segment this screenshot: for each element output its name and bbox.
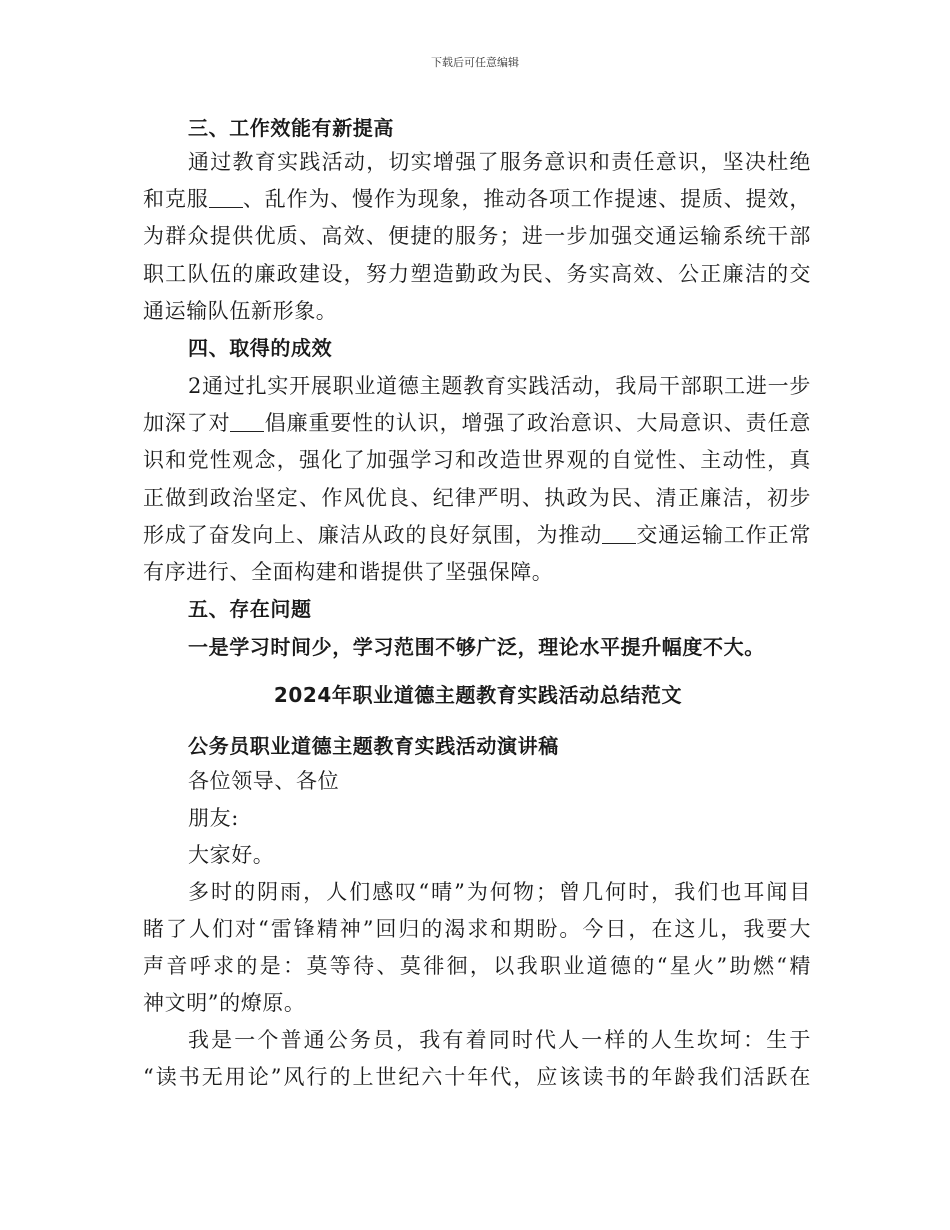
problem-statement: 一是学习时间少，学习范围不够广泛，理论水平提升幅度不大。: [188, 635, 765, 659]
paragraph-line: 通运输队伍新形象。: [143, 299, 338, 323]
paragraph-line: 睹了人们对“雷锋精神”回归的渴求和期盼。今日，在这儿，我要大: [143, 917, 811, 941]
paragraph-line: 加深了对 倡廉重要性的认识，增强了政治意识、大局意识、责任意: [143, 411, 811, 435]
paragraph-line: 2通过扎实开展职业道德主题教育实践活动，我局干部职工进一步: [188, 374, 811, 398]
section-heading-5: 五、存在问题: [188, 597, 312, 621]
paragraph-line: “读书无用论”风行的上世纪六十年代，应该读书的年龄我们活跃在: [143, 1065, 811, 1089]
document-title: 2024年职业道德主题教育实践活动总结范文: [273, 683, 683, 707]
blank-underline: [209, 187, 243, 208]
greeting-line: 各位领导、各位: [188, 769, 340, 793]
speech-title: 公务员职业道德主题教育实践活动演讲稿: [188, 734, 559, 758]
greeting-line: 朋友:: [188, 806, 239, 830]
paragraph-line: 神文明”的燎原。: [143, 991, 306, 1015]
section-heading-3: 三、工作效能有新提高: [188, 116, 394, 140]
paragraph-line: 为群众提供优质、高效、便捷的服务；进一步加强交通运输系统干部: [143, 224, 811, 248]
paragraph-line: 职工队伍的廉政建设，努力塑造勤政为民、务实高效、公正廉洁的交: [143, 262, 811, 286]
blank-underline: [230, 411, 264, 432]
blank-underline: [602, 523, 636, 544]
paragraph-line: 声音呼求的是：莫等待、莫徘徊，以我职业道德的“星火”助燃“精: [143, 954, 811, 978]
paragraph-line: 识和党性观念，强化了加强学习和改造世界观的自觉性、主动性，真: [143, 448, 811, 472]
page-header-note: 下载后可任意编辑: [431, 56, 519, 69]
paragraph-line: 和克服 、乱作为、慢作为现象，推动各项工作提速、提质、提效，: [143, 187, 811, 211]
greeting-line: 大家好。: [188, 843, 275, 867]
paragraph-line: 形成了奋发向上、廉洁从政的良好氛围，为推动 交通运输工作正常: [143, 523, 811, 547]
section-heading-4: 四、取得的成效: [188, 336, 333, 360]
paragraph-line: 我是一个普通公务员，我有着同时代人一样的人生坎坷：生于: [188, 1028, 811, 1052]
paragraph-line: 通过教育实践活动，切实增强了服务意识和责任意识，坚决杜绝: [188, 150, 811, 174]
paragraph-line: 多时的阴雨，人们感叹“晴”为何物；曾几何时，我们也耳闻目: [188, 880, 811, 904]
paragraph-line: 有序进行、全面构建和谐提供了坚强保障。: [143, 560, 554, 584]
paragraph-line: 正做到政治坚定、作风优良、纪律严明、执政为民、清正廉洁，初步: [143, 486, 811, 510]
